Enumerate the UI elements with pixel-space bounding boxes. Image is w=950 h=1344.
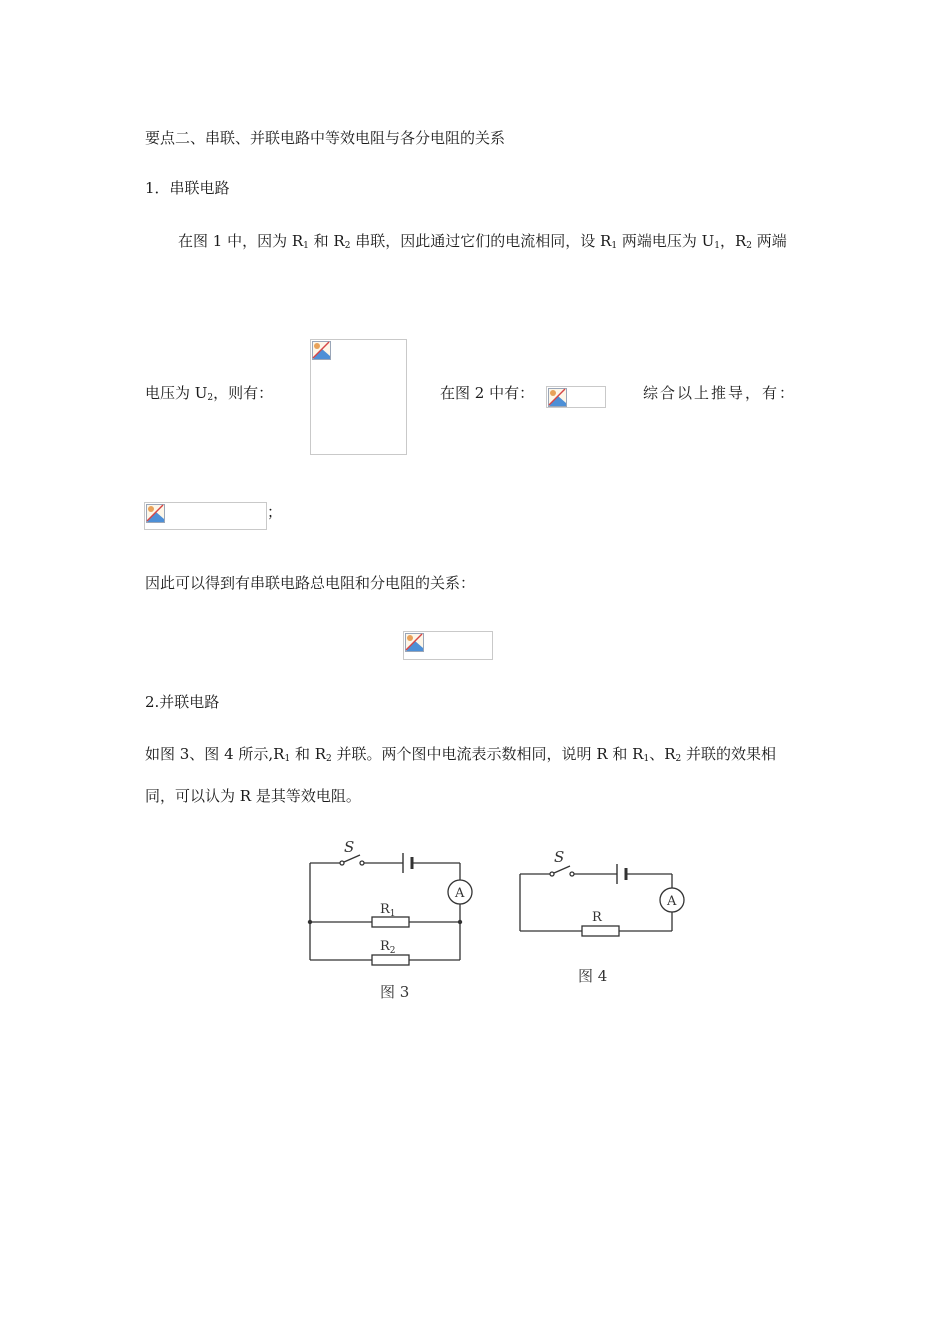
parallel-circuit-title: 2.并联电路 (145, 693, 220, 711)
semicolon: ； (267, 503, 283, 521)
combine-text: 综合以上推导，有： (643, 384, 797, 402)
figure-4-caption: 图 4 (578, 967, 608, 985)
equation-image-1 (310, 339, 407, 455)
equation-image-4 (403, 631, 493, 660)
series-circuit-title: 1．串联电路 (145, 179, 230, 197)
equation-image-2 (546, 386, 606, 408)
resistor-r-icon (582, 926, 619, 936)
broken-image-icon (405, 633, 424, 652)
series-conclusion: 因此可以得到有串联电路总电阻和分电阻的关系： (145, 574, 476, 592)
figure-3-caption: 图 3 (380, 983, 410, 1001)
fig2-text: 在图 2 中有： (440, 384, 535, 402)
switch-lever-icon (344, 855, 360, 862)
parallel-paragraph-1: 如图 3、图 4 所示$,R_1$ 和 $R_2$ 并联。两个图中电流表示数相同，说明 R 和 $R_1$、$R_2$ 并联的效果相 (145, 745, 776, 764)
resistor-r2-icon (372, 955, 409, 965)
broken-image-icon (548, 388, 567, 407)
figure-3-circuit (300, 835, 485, 1005)
junction-dot (458, 920, 462, 924)
broken-image-icon (312, 341, 331, 360)
junction-dot (308, 920, 312, 924)
figure-4-circuit (510, 840, 690, 985)
ammeter-label: A (667, 894, 677, 909)
switch-label: S (554, 848, 565, 866)
r-label: R (592, 910, 602, 925)
series-paragraph-1: 在图 1 中，因为 $R_1$ 和 $R_2$ 串联，因此通过它们的电流相同，设 $R_1$ 两端电压为 $U_1$，$R_2$ 两端 (178, 232, 787, 251)
switch-contact-icon (550, 872, 554, 876)
series-paragraph-2: 电压为 $U_2$，则有： (145, 384, 274, 403)
switch-lever-icon (554, 866, 570, 873)
parallel-paragraph-2: 同，可以认为 R 是其等效电阻。 (145, 787, 361, 805)
r1-label: $R_1$ (380, 902, 396, 919)
switch-label: S (344, 838, 355, 856)
section-heading: 要点二、串联、并联电路中等效电阻与各分电阻的关系 (145, 129, 506, 147)
ammeter-label: A (455, 886, 465, 901)
switch-contact-icon (340, 861, 344, 865)
equation-image-3 (144, 502, 267, 530)
r2-label: $R_2$ (380, 939, 396, 956)
broken-image-icon (146, 504, 165, 523)
